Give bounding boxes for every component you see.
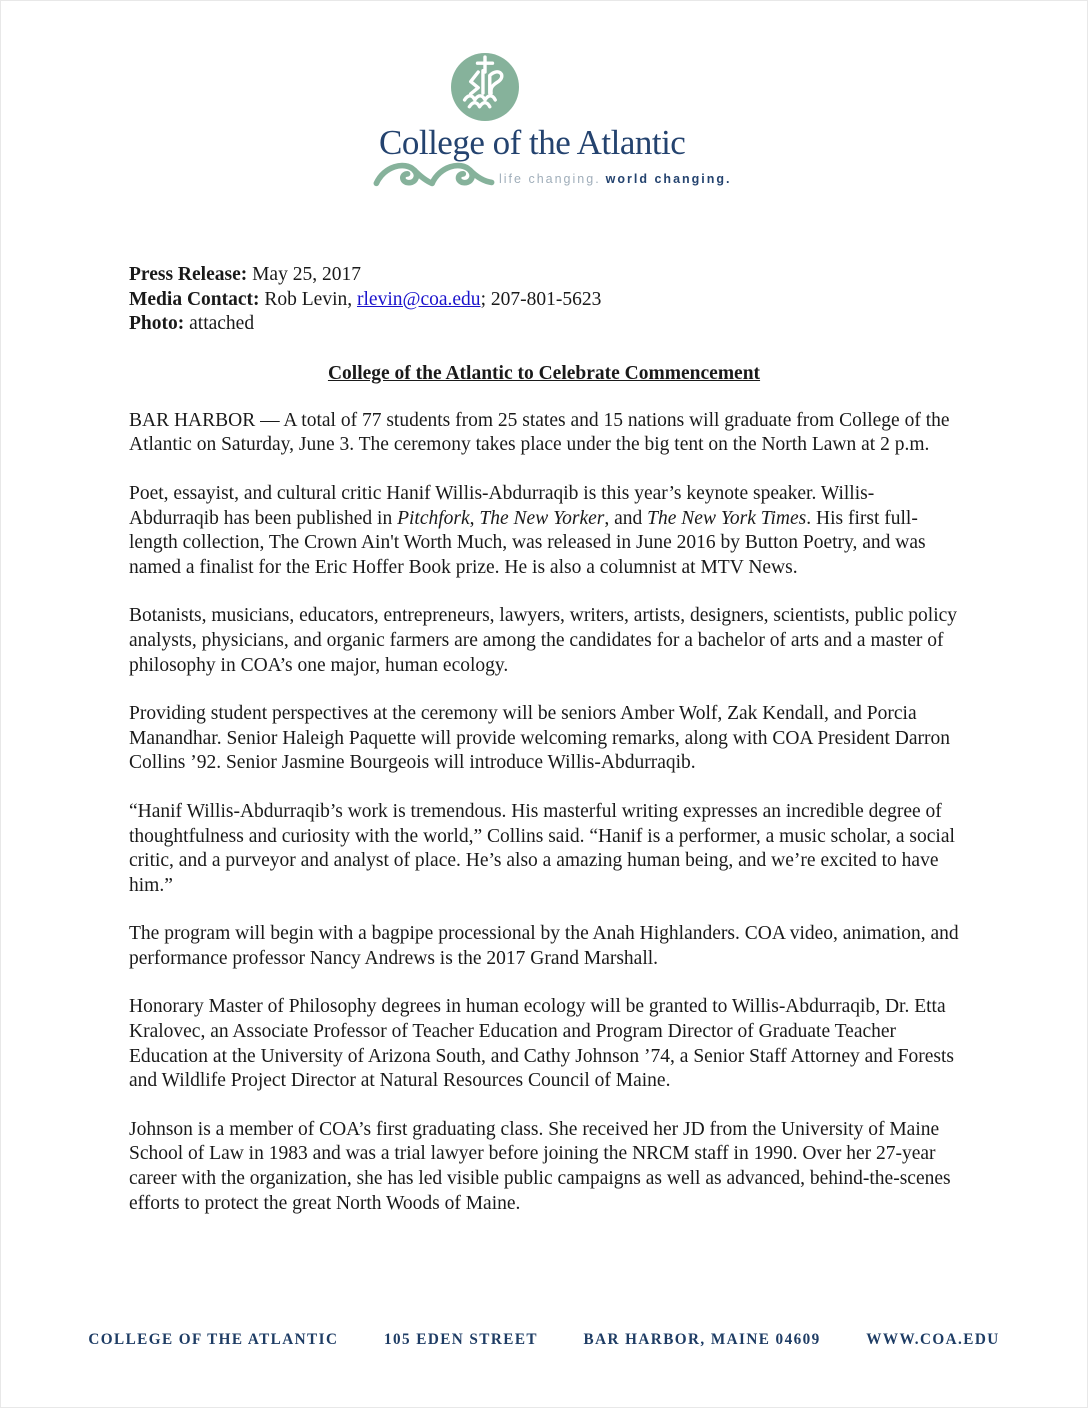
paragraphs-container — [129, 409, 959, 1216]
body-paragraph: Botanists, musicians, educators, entrepreneurs, lawyers, writers, artists, designers, scientists, public policy analysts, physicians, and organic farmers are among the candidates for a bachelor of arts and a master of philosophy in COA’s one major, human ecology. — [129, 605, 958, 676]
photo-line — [129, 312, 959, 337]
logo-wordmark: College of the Atlantic — [379, 123, 686, 162]
body-paragraph: Honorary Master of Philosophy degrees in human ecology will be granted to Willis-Abdurraqib, Dr. Etta Kralovec, an Associate Professor of Teacher Education and Program Director of Graduate Teacher Education at the University of Arizona South, and Cathy Johnson ’74, a Senior Staff Attorney and Forests and Wildlife Project Director at Natural Resources Council of Maine. — [129, 996, 955, 1092]
media-contact-name: Rob Levin, — [259, 288, 358, 310]
tagline-world-changing: world changing. — [605, 172, 732, 186]
coa-logo-mark-icon — [451, 53, 519, 121]
footer-item: BAR HARBOR, MAINE 04609 — [583, 1331, 821, 1348]
footer-item: WWW.COA.EDU — [866, 1331, 1000, 1348]
press-release-date: May 25, 2017 — [247, 264, 361, 285]
media-contact-label: Media Contact: — [129, 288, 260, 310]
photo-label: Photo: — [129, 313, 185, 335]
body-paragraph: “Hanif Willis-Abdurraqib’s work is tremendous. His masterful writing expresses an incredible degree of thoughtfulness and curiosity with the world,” Collins said. “Hanif is a performer, a music scholar, a social critic, and a purveyor and analyst of place. He’s also a amazing human being, and we’re excited to have him.” — [129, 800, 955, 896]
media-contact-phone: ; 207-801-5623 — [480, 288, 602, 310]
body-paragraph: Johnson is a member of COA’s first graduating class. She received her JD from the University of Maine School of Law in 1983 and was a trial lawyer before joining the NRCM staff in 1990. Over her 27-year career with the organization, she has led visible public campaigns as well as advanced, behind-the-scenes efforts to protect the great North Woods of Maine. — [129, 1118, 951, 1214]
body-paragraph: The program will begin with a bagpipe processional by the Anah Highlanders. COA video, animation, and performance professor Nancy Andrews is the 2017 Grand Marshall. — [129, 923, 959, 969]
media-contact-line — [129, 288, 959, 313]
body-paragraph: Providing student perspectives at the ceremony will be seniors Amber Wolf, Zak Kendall, and Porcia Manandhar. Senior Haleigh Paquette will provide welcoming remarks, along with COA President Darron Collins ’92. Senior Jasmine Bourgeois will introduce Willis-Abdurraqib. — [129, 703, 950, 774]
press-meta-block — [129, 263, 959, 337]
footer-item: COLLEGE OF THE ATLANTIC — [88, 1331, 339, 1348]
email-link[interactable]: rlevin@coa.edu — [357, 288, 481, 310]
press-release-label: Press Release: — [129, 264, 248, 285]
coa-logo — [379, 53, 732, 189]
photo-value: attached — [184, 313, 255, 335]
page-title: College of the Atlantic to Celebrate Commencement — [327, 362, 761, 384]
document-body — [1, 263, 1087, 1216]
body-paragraph: BAR HARBOR — A total of 77 students from 25 states and 15 nations will graduate from College of the Atlantic on Saturday, June 3. The ceremony takes place under the big tent on the North Lawn at 2 p.m. — [129, 409, 950, 456]
press-release-line — [129, 263, 959, 288]
wave-icon — [371, 155, 497, 189]
body-paragraph: Poet, essayist, and cultural critic Hanif Willis-Abdurraqib is this year’s keynote speaker. Willis-Abdurraqib has been published in Pitchfork, The New Yorker, and The New York Times. His first full-length collection, The Crown Ain't Worth Much, was released in June 2016 by Button Poetry, and was named a finalist for the Eric Hoffer Book prize. He is also a columnist at MTV News. — [129, 482, 926, 578]
logo-tagline — [499, 172, 732, 189]
footer-address-bar — [28, 1331, 1060, 1349]
tagline-life-changing: life changing. — [499, 172, 601, 186]
footer-item: 105 EDEN STREET — [383, 1331, 538, 1348]
